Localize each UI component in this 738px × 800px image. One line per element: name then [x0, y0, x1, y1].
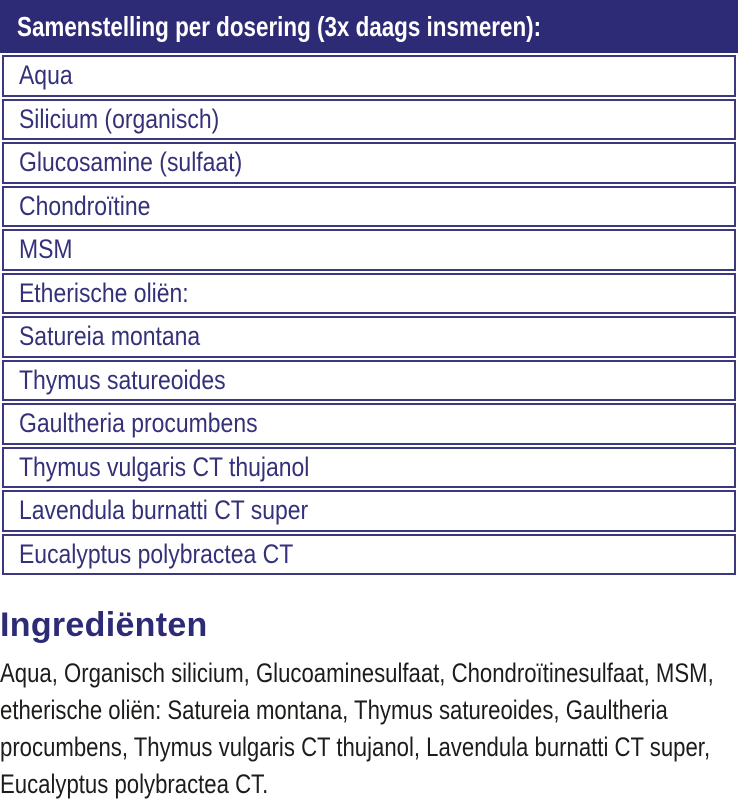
table-row-label: Aqua — [19, 60, 73, 91]
table-row-label: Eucalyptus polybractea CT — [19, 538, 294, 569]
ingredients-text: Aqua, Organisch silicium, Glucoaminesulfaat, Chondroïtinesulfaat, MSM, etherische oliën: Satureia montana, Thymus satureoides, Gaultheria procumbens, Thymus vulgaris CT thujanol, Lavendula burnatti CT super, Eucalyptus polybractea CT. — [0, 658, 714, 799]
composition-table-header — [0, 0, 738, 53]
table-row-label: MSM — [19, 234, 73, 265]
table-row-label: Silicium (organisch) — [19, 103, 220, 134]
table-row — [2, 55, 736, 97]
table-row — [2, 447, 736, 489]
table-row-label: Thymus vulgaris CT thujanol — [19, 451, 310, 482]
composition-table-rows — [0, 55, 738, 575]
table-row-label: Gaultheria procumbens — [19, 408, 258, 439]
table-row — [2, 534, 736, 576]
composition-table-title: Samenstelling per dosering (3x daags insmeren): — [17, 10, 542, 42]
table-row — [2, 229, 736, 271]
table-row-label: Glucosamine (sulfaat) — [19, 147, 243, 178]
table-row — [2, 186, 736, 228]
table-row-label: Etherische oliën: — [19, 277, 189, 308]
table-row-label: Lavendula burnatti CT super — [19, 495, 309, 526]
table-row-label: Satureia montana — [19, 321, 201, 352]
table-row-label: Thymus satureoides — [19, 364, 226, 395]
table-row — [2, 142, 736, 184]
ingredients-heading: Ingrediënten — [0, 606, 208, 644]
table-row — [2, 360, 736, 402]
table-row — [2, 273, 736, 315]
table-row — [2, 403, 736, 445]
table-row-label: Chondroïtine — [19, 190, 151, 221]
table-row — [2, 316, 736, 358]
table-row — [2, 490, 736, 532]
table-row — [2, 99, 736, 141]
